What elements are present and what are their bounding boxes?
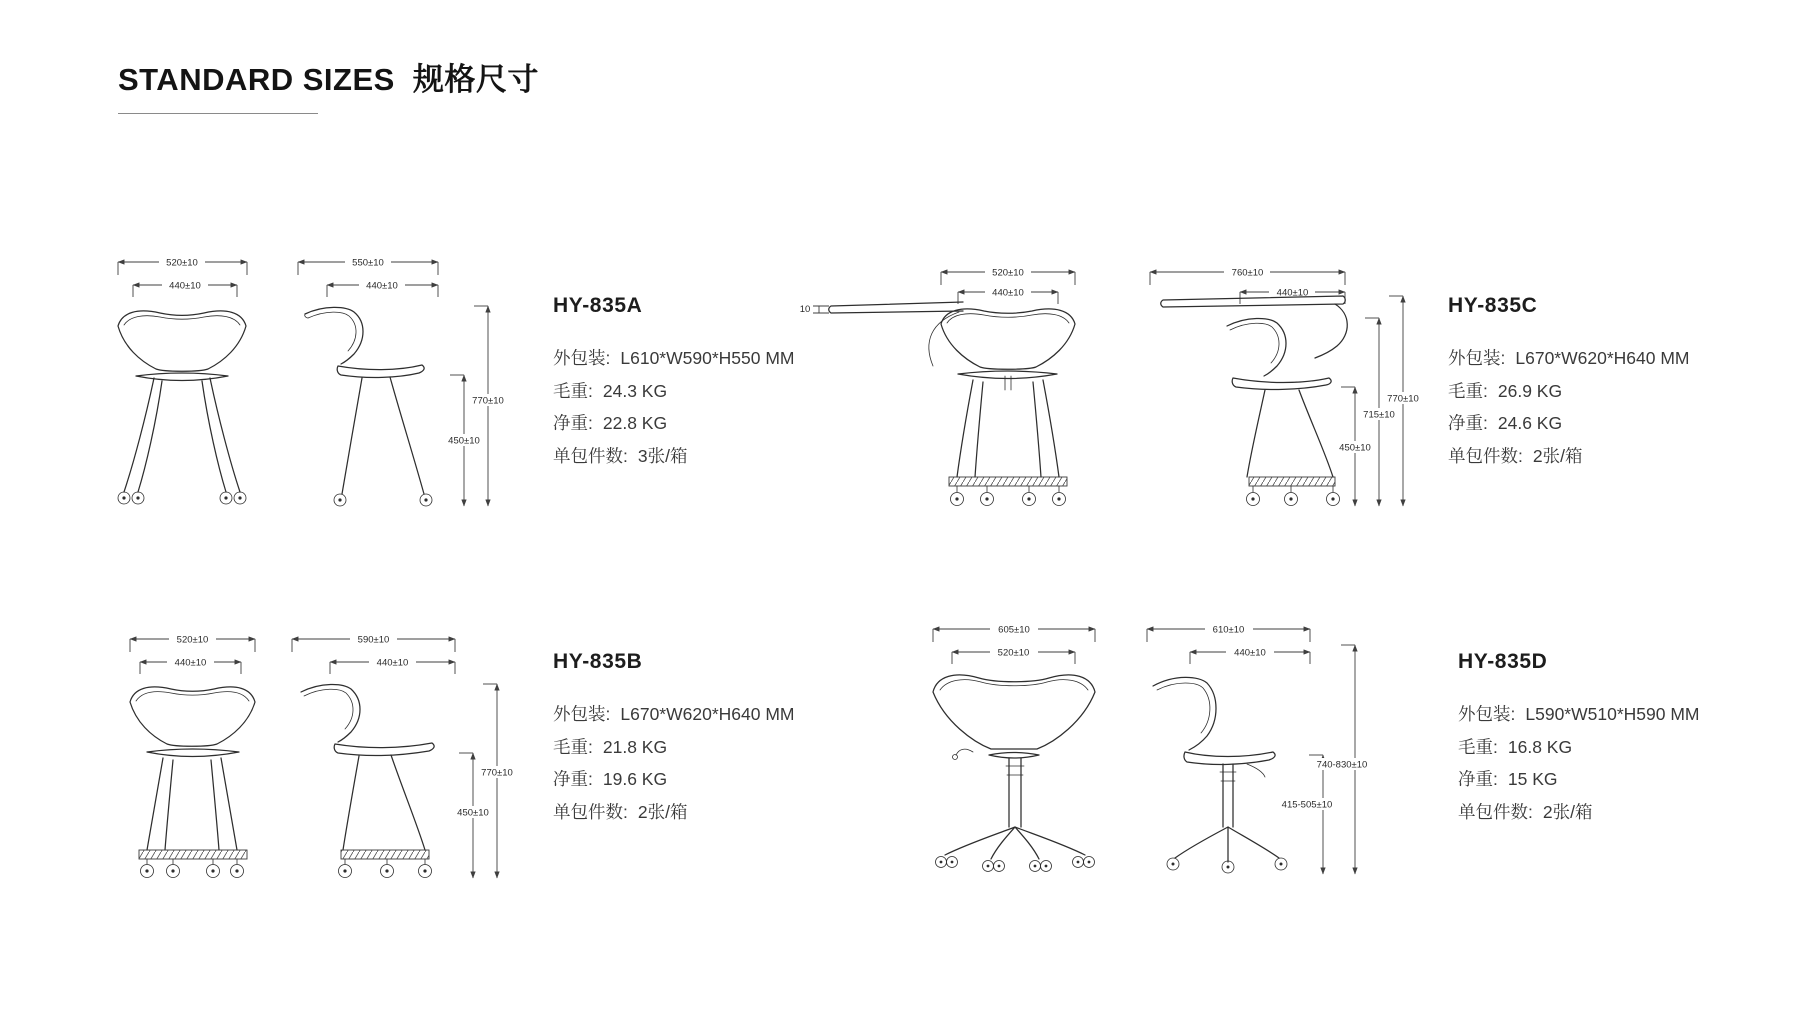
hy835c-dim-mid-height [1356,318,1402,506]
svg-text:450±10: 450±10 [457,807,489,819]
hy835b-dim-overall-height [474,684,520,878]
spec-line-pack-qty: 单包件数: 3张/箱 [553,445,688,466]
hy835c-dim-overall-height [1380,296,1426,506]
svg-text:740-830±10: 740-830±10 [1316,759,1368,771]
svg-text:440±10: 440±10 [992,287,1024,299]
svg-text:440±10: 440±10 [366,280,398,292]
spec-line-pack-qty: 单包件数: 2张/箱 [1448,445,1583,466]
svg-text:450±10: 450±10 [448,435,480,447]
svg-text:550±10: 550±10 [352,257,384,269]
hy835d-dim-seat-height [1276,755,1338,874]
hy835d-dim-side-outer [1147,623,1310,642]
page-header [118,54,539,99]
hy835d-dim-front-outer [933,623,1095,642]
svg-text:10: 10 [799,304,811,315]
hy835c-dim-front-inner [958,286,1058,304]
hy835b-dim-side-outer [292,633,455,652]
svg-text:520±10: 520±10 [992,267,1024,279]
svg-text:770±10: 770±10 [1387,393,1419,405]
spec-line-gross-weight: 毛重: 21.8 KG [553,736,668,757]
hy835a-dim-front-outer [118,256,247,275]
spec-line-packing: 外包装: L670*W620*H640 MM [553,704,795,724]
technical-drawing-hy-835b [95,612,525,897]
svg-text:440±10: 440±10 [376,657,409,669]
spec-line-net-weight: 净重: 24.6 KG [1448,413,1563,433]
hy835d-dim-side-inner [1190,646,1310,664]
hy835c-dim-front-outer [941,266,1075,285]
svg-text:520±10: 520±10 [166,257,198,269]
hy835d-dim-overall-height [1309,645,1375,874]
hy835c-side-view [1161,296,1348,506]
spec-block-hy-835c [1448,294,1690,472]
spec-line-gross-weight: 毛重: 24.3 KG [553,380,668,401]
svg-text:610±10: 610±10 [1212,624,1245,636]
svg-text:440±10: 440±10 [1276,287,1309,299]
title-underline [118,113,318,114]
svg-text:520±10: 520±10 [176,634,209,646]
svg-text:440±10: 440±10 [1234,647,1266,659]
page-title [118,54,539,99]
technical-drawing-hy-835a [100,248,520,518]
hy835a-dim-side-inner [327,279,438,297]
model-name-b: HY-835B [553,650,643,673]
spec-line-packing: 外包装: L610*W590*H550 MM [553,348,795,368]
model-name-c: HY-835C [1448,294,1538,317]
spec-block-hy-835d [1458,650,1700,828]
hy835c-dim-side-inner [1240,286,1345,304]
hy835b-dim-side-inner [330,656,455,674]
model-name-a: HY-835A [553,294,643,317]
hy835a-front-view [118,311,246,504]
hy835d-dim-front-inner [952,646,1075,664]
svg-text:590±10: 590±10 [357,634,390,646]
spec-block-hy-835b [553,650,795,828]
svg-text:605±10: 605±10 [998,624,1030,636]
page-title-zh: 规格尺寸 [412,62,539,97]
hy835b-side-view [301,684,434,877]
spec-line-packing: 外包装: L590*W510*H590 MM [1458,704,1700,724]
page-title-en: STANDARD SIZES [118,62,395,97]
hy835d-front-view [933,675,1095,872]
spec-line-pack-qty: 单包件数: 2张/箱 [1458,801,1593,822]
hy835c-dim-tablet-thickness [797,303,829,315]
spec-line-gross-weight: 毛重: 16.8 KG [1458,736,1573,757]
hy835c-front-view [829,302,1075,506]
spec-block-hy-835a [553,294,795,472]
spec-line-pack-qty: 单包件数: 2张/箱 [553,801,688,822]
model-name-d: HY-835D [1458,650,1548,673]
svg-text:760±10: 760±10 [1231,267,1264,279]
hy835c-dim-side-outer [1150,266,1345,285]
technical-drawing-hy-835d [795,612,1435,897]
svg-text:450±10: 450±10 [1339,442,1371,454]
hy835b-front-view [130,687,255,878]
hy835a-dim-front-inner [133,279,237,297]
technical-drawing-hy-835c [795,252,1435,522]
svg-text:770±10: 770±10 [481,767,513,779]
spec-line-gross-weight: 毛重: 26.9 KG [1448,380,1563,401]
hy835c-dim-seat-height [1332,387,1378,506]
hy835b-dim-front-outer [130,633,255,652]
svg-text:440±10: 440±10 [169,280,201,292]
svg-text:440±10: 440±10 [174,657,207,669]
hy835b-dim-front-inner [140,656,241,674]
svg-text:520±10: 520±10 [997,647,1030,659]
hy835a-side-view [305,307,432,506]
spec-line-packing: 外包装: L670*W620*H640 MM [1448,348,1690,368]
svg-text:715±10: 715±10 [1363,409,1395,421]
svg-text:770±10: 770±10 [472,395,504,407]
hy835a-dim-overall-height [465,306,511,506]
spec-line-net-weight: 净重: 15 KG [1458,769,1558,789]
hy835a-dim-side-outer [298,256,438,275]
hy835d-side-view [1153,677,1287,873]
svg-text:415-505±10: 415-505±10 [1281,799,1333,811]
spec-line-net-weight: 净重: 22.8 KG [553,413,668,433]
spec-line-net-weight: 净重: 19.6 KG [553,769,668,789]
